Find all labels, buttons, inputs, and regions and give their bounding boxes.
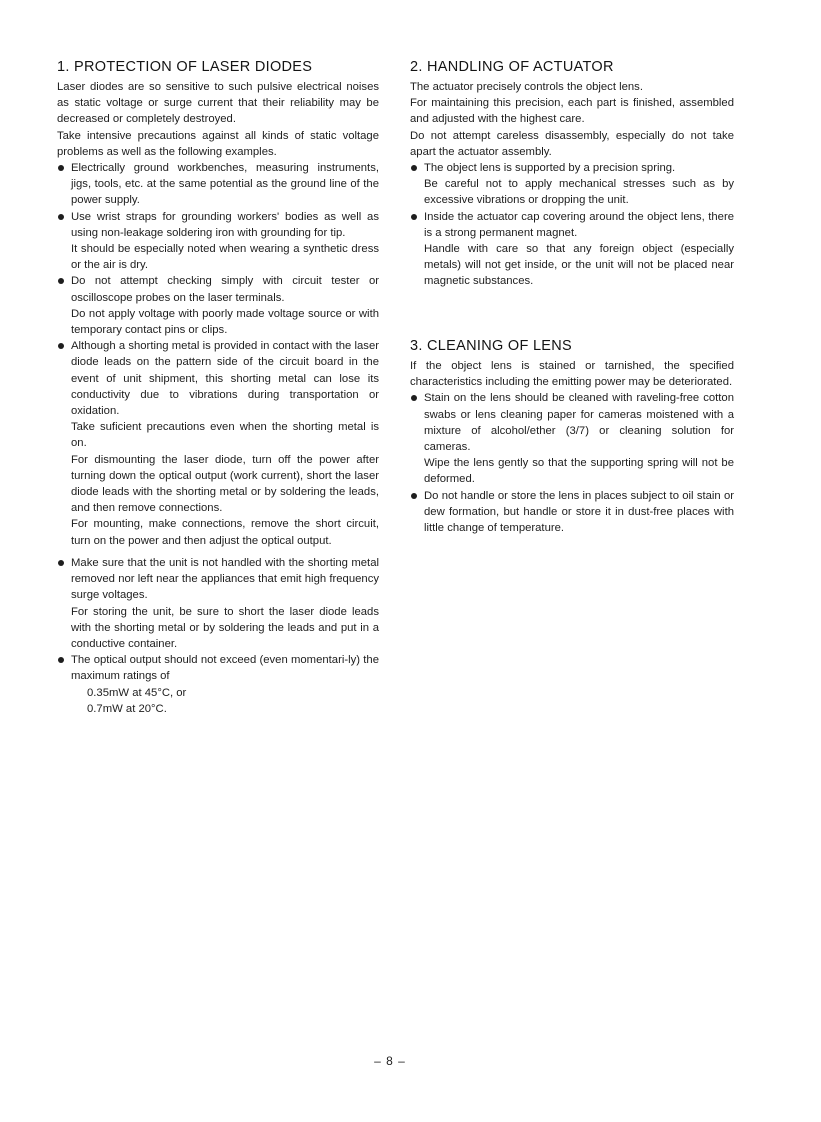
bullet-subtext: For dismounting the laser diode, turn off the power after turning down the optical output (work current), short the laser diode leads with the shorting metal or by soldering the leads, and then remove connections. (71, 453, 379, 515)
bullet-list (410, 390, 734, 536)
list-item (57, 273, 379, 338)
bullet-icon (411, 395, 417, 401)
section-protection-laser-diodes (57, 58, 379, 717)
list-item (57, 209, 379, 274)
bullet-icon (58, 278, 64, 284)
bullet-subtext: Handle with care so that any foreign object (especially metals) will not get inside, or the unit will not be placed near magnetic substances. (424, 243, 734, 288)
paragraph: Laser diodes are so sensitive to such pulsive electrical noises as static voltage or surge current that their reliability may be decreased or completely destroyed. (57, 81, 379, 126)
paragraph: Do not attempt careless disassembly, especially do not take apart the actuator assembly. (410, 129, 734, 158)
list-item (57, 652, 379, 717)
section-title: 1. PROTECTION OF LASER DIODES (57, 59, 313, 75)
bullet-subtext: It should be especially noted when wearing a synthetic dress or the air is dry. (71, 243, 379, 272)
bullet-subtext: Do not apply voltage with poorly made voltage source or with temporary contact pins or clips. (71, 307, 379, 337)
bullet-icon (58, 214, 64, 220)
bullet-icon (58, 343, 64, 349)
page-number: – 8 – (374, 1054, 406, 1068)
rating-value: 0.7mW at 20°C. (87, 702, 167, 715)
rating-value: 0.35mW at 45°C, or (87, 686, 187, 699)
list-item (410, 488, 734, 537)
section-cleaning-lens (410, 337, 734, 536)
bullet-list (410, 160, 734, 290)
list-item (57, 555, 379, 652)
bullet-text: Electrically ground workbenches, measuring instruments, jigs, tools, etc. at the same potential as the ground line of the power supply. (71, 162, 379, 207)
section-handling-actuator (410, 58, 734, 290)
bullet-subtext: For mounting, make connections, remove the short circuit, turn on the power and then adjust the optical output. (71, 518, 379, 547)
bullet-text: Inside the actuator cap covering around the object lens, there is a strong permanent magnet. (424, 210, 734, 239)
bullet-icon (411, 493, 417, 499)
bullet-text: Do not attempt checking simply with circuit tester or oscilloscope probes on the laser terminals. (71, 275, 379, 304)
bullet-icon (58, 165, 64, 171)
list-item (57, 160, 379, 209)
bullet-icon (58, 560, 64, 566)
list-item (410, 390, 734, 487)
bullet-subtext: Be careful not to apply mechanical stresses such as by excessive vibrations or dropping the unit. (424, 178, 734, 207)
bullet-text: Use wrist straps for grounding workers' bodies as well as using non-leakage soldering iron with grounding for tip. (71, 210, 379, 239)
section-title: 2. HANDLING OF ACTUATOR (410, 59, 614, 75)
bullet-text: Stain on the lens should be cleaned with raveling-free cotton swabs or lens cleaning paper for cameras moistened with a mixture of alcohol/ether (3/7) or cleaning solution for cameras. (424, 392, 734, 454)
bullet-text: The object lens is supported by a precision spring. (424, 162, 676, 175)
bullet-list (57, 160, 379, 717)
bullet-icon (411, 214, 417, 220)
bullet-text: Make sure that the unit is not handled with the shorting metal removed nor left near the appliances that emit high frequency surge voltages. (71, 556, 379, 602)
bullet-icon (411, 165, 417, 171)
bullet-text: Although a shorting metal is provided in contact with the laser diode leads on the pattern side of the circuit board in the event of unit shipment, this shorting metal can lose its conductivity due to vibrations during transportation or oxidation. (71, 340, 379, 418)
section-title: 3. CLEANING OF LENS (410, 338, 573, 354)
bullet-subtext: Take suficient precautions even when the shorting metal is on. (71, 421, 379, 450)
bullet-icon (58, 657, 64, 663)
paragraph: The actuator precisely controls the object lens. (410, 81, 643, 93)
bullet-text: The optical output should not exceed (even momentari-ly) the maximum ratings of (71, 654, 379, 683)
paragraph: For maintaining this precision, each part is finished, assembled and adjusted with the highest care. (410, 97, 734, 126)
paragraph: If the object lens is stained or tarnished, the specified characteristics including the emitting power may be deteriorated. (410, 360, 734, 389)
list-item (57, 338, 379, 549)
list-item (410, 160, 734, 209)
paragraph: Take intensive precautions against all kinds of static voltage problems as well as the following examples. (57, 129, 379, 158)
list-item (410, 209, 734, 290)
bullet-subtext: For storing the unit, be sure to short the laser diode leads with the shorting metal or by soldering the leads and put in a conductive container. (71, 605, 379, 650)
bullet-subtext: Wipe the lens gently so that the supporting spring will not be deformed. (424, 457, 734, 486)
bullet-text: Do not handle or store the lens in places subject to oil stain or dew formation, but handle or store it in dust-free places with little change of temperature. (424, 489, 734, 535)
